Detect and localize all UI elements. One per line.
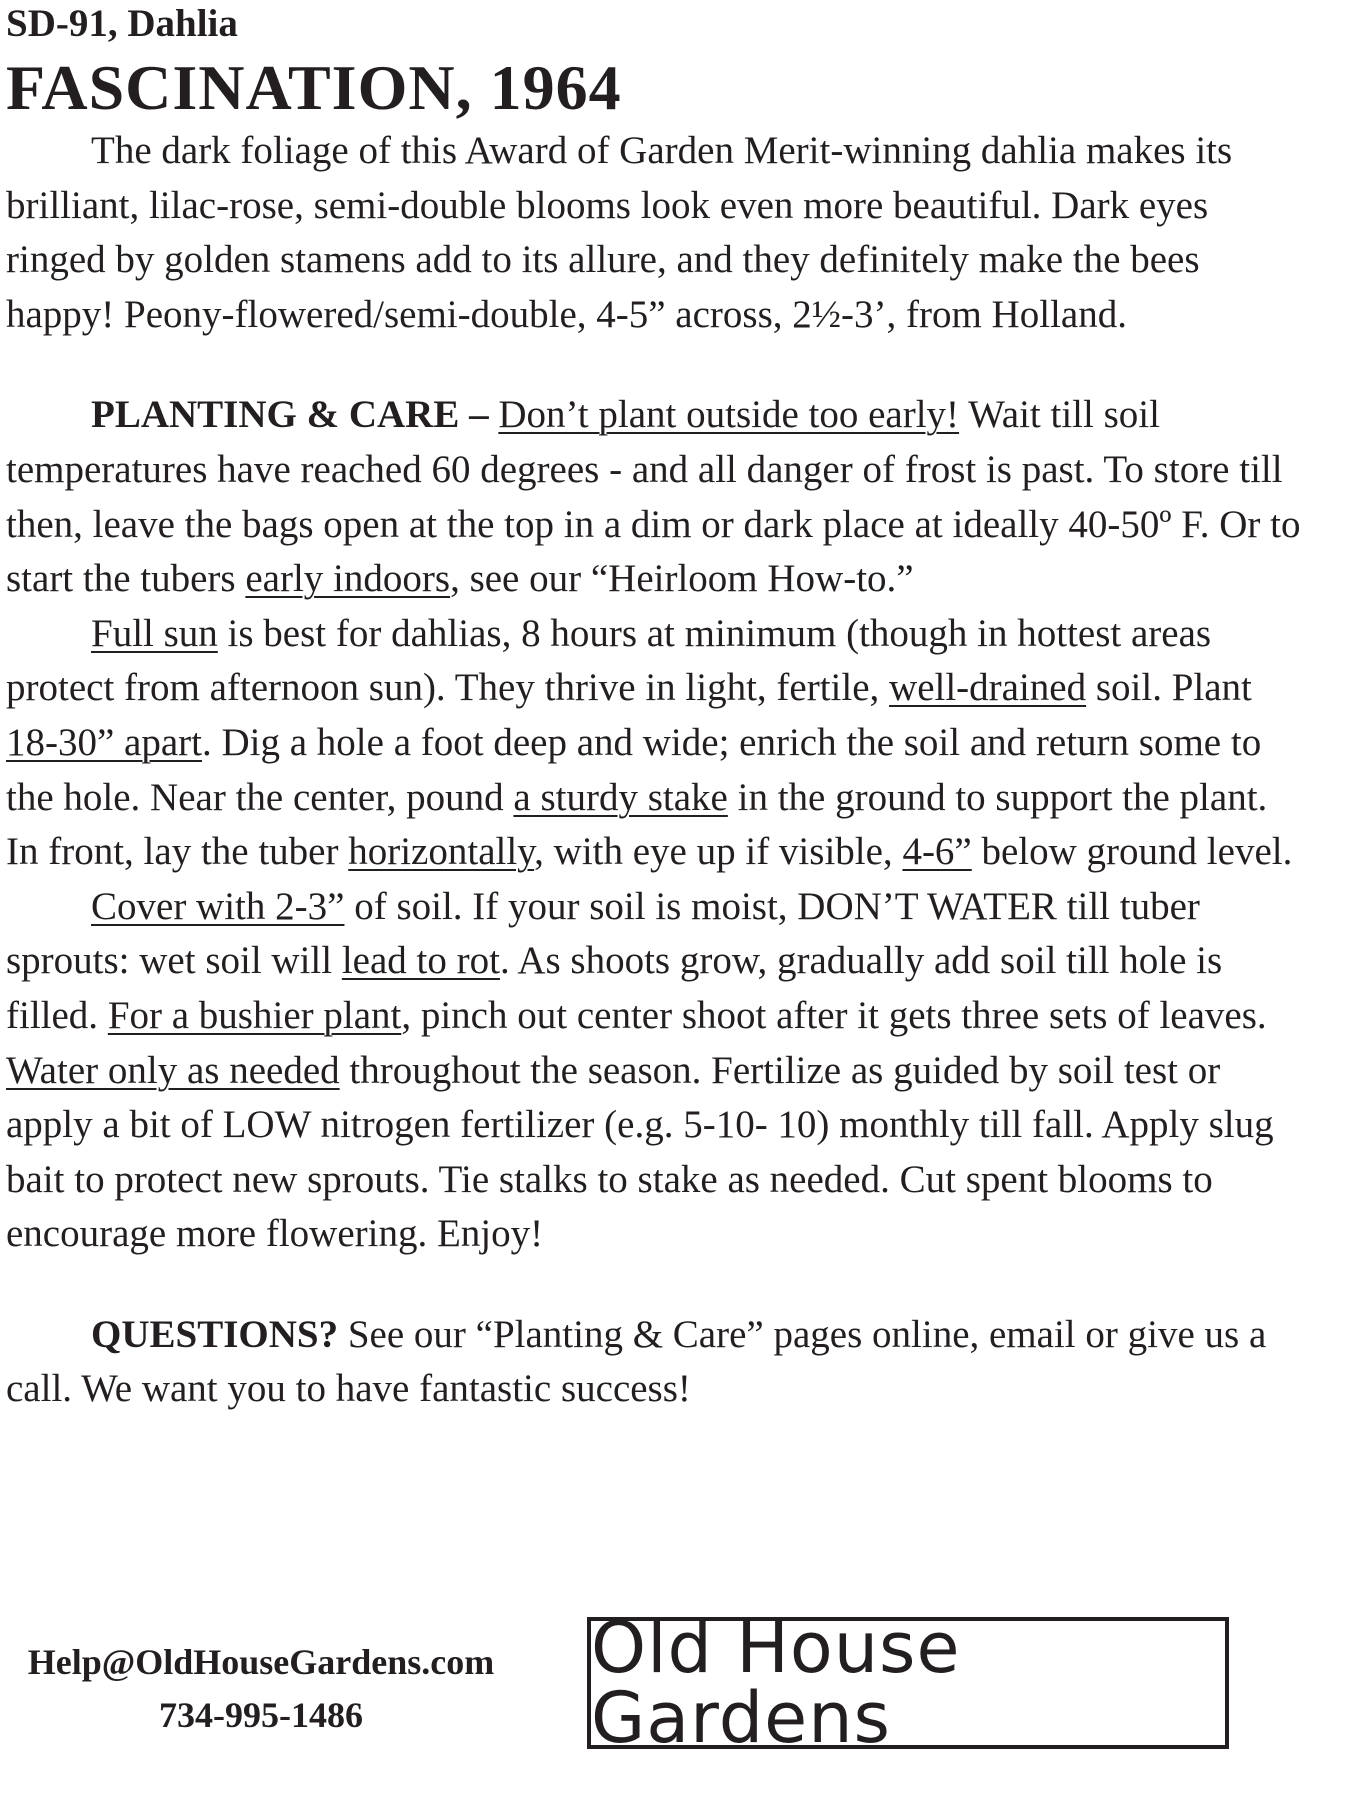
document-page	[6, 0, 1306, 1759]
body-text: , see our “Heirloom How-to.”	[450, 557, 914, 601]
emphasis-text: a sturdy stake	[513, 775, 728, 819]
emphasis-text: 4-6”	[902, 830, 972, 874]
brand-logo	[587, 1607, 1229, 1759]
body-text: is best for dahlias, 8 hours at minimum (though in hottest areas protect from afternoon sun). They thrive in light, fertile,	[6, 611, 1212, 710]
planting-heading: PLANTING & CARE –	[91, 393, 489, 437]
contact-phone[interactable]: 734-995-1486	[159, 1695, 363, 1735]
body-text: , with eye up if visible,	[534, 830, 903, 874]
body-text: . Dig a hole a foot deep and wide; enrich the soil and return some to the hole. Near the center, pound	[6, 720, 1262, 819]
body-text: throughout the season. Fertilize as guided by soil test or apply a bit of LOW nitrogen fertilizer (e.g. 5-10- 10) monthly till fall. Apply slug bait to protect new sprouts. Tie stalks to stake as needed. Cut spent blooms to encourage more flowering. Enjoy!	[6, 1048, 1274, 1256]
emphasis-text: early indoors	[245, 557, 451, 601]
body-text: , pinch out center shoot after it gets three sets of leaves.	[401, 993, 1267, 1037]
sun-paragraph	[6, 607, 1306, 880]
emphasis-text: For a bushier plant	[107, 993, 402, 1037]
logo-text: Old House Gardens	[591, 1607, 961, 1759]
contact-block	[6, 1636, 516, 1742]
body-text: See our “Planting & Care” pages online, email or give us a call. We want you to have fantastic success!	[6, 1312, 1267, 1411]
cover-paragraph	[6, 880, 1306, 1262]
emphasis-text: horizontally	[348, 830, 535, 874]
description-paragraph: The dark foliage of this Award of Garden Merit-winning dahlia makes its brilliant, lilac-rose, semi-double blooms look even more beautiful. Dark eyes ringed by golden stamens add to its allure, and they definitely make the bees happy! Peony-flowered/semi-double, 4-5” across, 2½-3’, from Holland.	[6, 129, 1233, 336]
questions-paragraph	[6, 1308, 1306, 1417]
emphasis-text: Cover with 2-3”	[91, 884, 345, 928]
emphasis-text: 18-30” apart	[6, 720, 202, 764]
body-text: in the ground to support the plant. In front, lay the tuber	[6, 775, 1268, 874]
planting-paragraph	[6, 388, 1306, 606]
emphasis-text: Full sun	[91, 611, 218, 655]
emphasis-text: well-drained	[889, 666, 1087, 710]
body-text: soil. Plant	[1086, 666, 1252, 710]
body-text: of soil. If your soil is moist, DON’T WATER till tuber sprouts: wet soil will	[6, 884, 1200, 983]
emphasis-text: Water only as needed	[6, 1048, 340, 1092]
product-code: SD-91, Dahlia	[6, 2, 238, 45]
body-text: Wait till soil temperatures have reached 60 degrees - and all danger of frost is past. To store till then, leave the bags open at the top in a dim or dark place at ideally 40-50º F. Or to start the tubers	[6, 393, 1301, 601]
body-text: below ground level.	[971, 830, 1293, 874]
emphasis-text: lead to rot	[341, 939, 500, 983]
contact-email[interactable]: Help@OldHouseGardens.com	[27, 1642, 495, 1682]
emphasis-text: Don’t plant outside too early!	[498, 393, 960, 437]
body-text: . As shoots grow, gradually add soil till hole is filled.	[6, 939, 1223, 1037]
page-title: FASCINATION, 1964	[6, 52, 622, 123]
questions-heading: QUESTIONS?	[91, 1312, 339, 1356]
